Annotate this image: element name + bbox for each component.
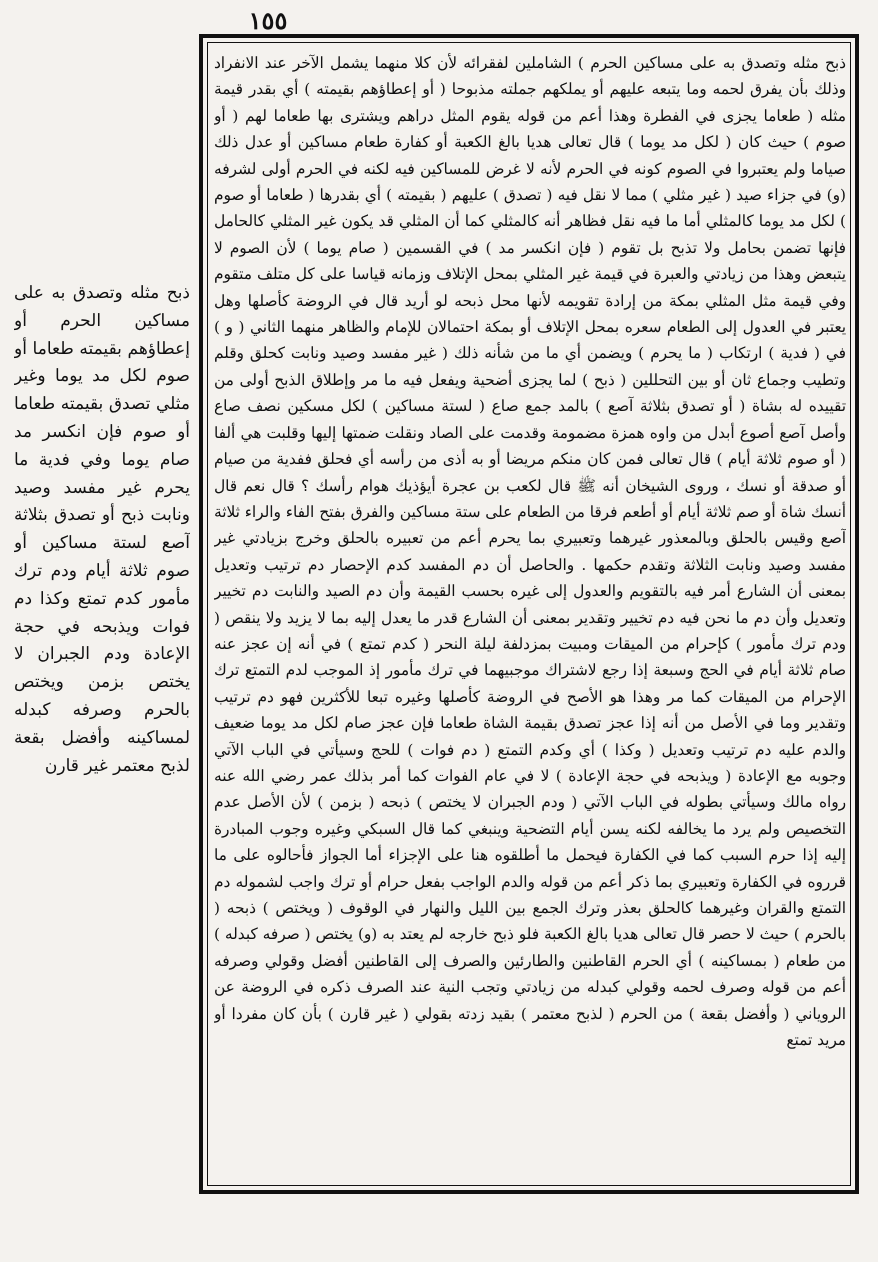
margin-note-text: ذبح مثله وتصدق به على مساكين الحرم أو إعطاؤهم بقيمته طعاما أو صوم لكل مد يوما وغير مثلي تصدق بقيمته طعاما أو صوم فإن انكسر مد صام يوما وفي فدية ما يحرم غير مفسد وصيد ونابت ذبح أو تصدق بثلاثة آصع لستة مساكين أو صوم ثلاثة أيام ودم ترك مأمور كدم تمتع وكذا دم فوات ويذبحه في حجة الإعادة ودم الجبران لا يختص بزمن ويختص بالحرم وصرفه كبدله لمساكينه وأفضل بقعة لذبح معتمر غير قارن [14,283,190,776]
page-number: ١٥٥ [248,6,288,35]
main-commentary-text: ذبح مثله وتصدق به على مساكين الحرم ) الشاملين لفقرائه لأن كلا منهما يشمل الآخر عند الانفراد وذلك بأن يفرق لحمه وما يتبعه عليهم أو يملكهم جملته مذبوحا ( أو إعطاؤهم بقيمته ) أي بقدر قيمة مثله ( طعاما يجزى في الفطرة وهذا أعم من قوله يقوم المثل دراهم ويشترى بها طعاما لهم ( أو صوم ) حيث كان ( لكل مد يوما ) قال تعالى هديا بالغ الكعبة أو كفارة طعام مساكين أو عدل ذلك صياما ولم يعتبروا في الصوم كونه في الحرم لأنه لا غرض للمساكين فيه لكنه في الحرم أولى لشرفه (و) في جزاء صيد ( غير مثلي ) مما لا نقل فيه ( تصدق ) عليهم ( بقيمته ) أي بقدرها ( طعاما أو صوم ) لكل مد يوما كالمثلي أما ما فيه نقل فظاهر أنه كالمثلي كما أن المثلي قد يكون غير المثلي كالحامل فإنها تضمن بحامل ولا تذبح بل تقوم ( فإن انكسر مد ) في القسمين ( صام يوما ) لأن الصوم لا يتبعض وهذا من زيادتي والعبرة في قيمة غير المثلي بمحل الإتلاف وزمانه قياسا على كل متلف متقوم وفي قيمة مثل المثلي بمكة من إرادة تقويمه لأنها محل ذبحه لو أريد قال في الروضة كأصلها وهل يعتبر في العدول إلى الطعام سعره بمحل الإتلاف أو بمكة احتمالان للإمام والظاهر منهما الثاني ( و ) في ( فدية ) ارتكاب ( ما يحرم ) ويضمن أي ما من شأنه ذلك ( غير مفسد وصيد ونابت كحلق وقلم وتطيب وجماع ثان أو بين التحللين ( ذبح ) لما يجزى أضحية ويفعل فيه ما مر وإطلاق الذبح أولى من تقييده له بشاة ( أو تصدق بثلاثة آصع ) بالمد جمع صاع ( لستة مساكين ) لكل مسكين نصف صاع وأصل آصع أصوع أبدل من واوه همزة مضمومة وقدمت على الصاد ونقلت ضمتها إليها وقلبت هي ألفا ( أو صوم ثلاثة أيام ) قال تعالى فمن كان منكم مريضا أو به أذى من رأسه أي فحلق ففدية من صيام أو صدقة أو نسك ، وروى الشيخان أنه ﷺ قال لكعب بن عجرة أيؤذيك هوام رأسك ؟ قال نعم قال أنسك شاة أو صم ثلاثة أيام أو أطعم فرقا من الطعام على ستة مساكين والفرق بفتح الفاء والراء ثلاثة آصع وقيس بالحلق وبالمعذور غيرهما وتعبيري بما يحرم أعم من تعبيره بالحلق وخرج بزيادتي غير مفسد وصيد ونابت الثلاثة وتقدم حكمها . والحاصل أن دم المفسد كدم الإحصار دم ترتيب وتعديل بمعنى أن الشارع أمر فيه بالتقويم والعدول إلى غيره بحسب القيمة وأن دم الصيد والنابت دم تخيير وتعديل وأن دم ما نحن فيه دم تخيير وتقدير بمعنى أن الشارع قدر ما يعدل إليه بما لا يزيد ولا ينقص ( ودم ترك مأمور ) كإحرام من الميقات ومبيت بمزدلفة ليلة النحر ( كدم تمتع ) في أنه إن عجز عنه صام ثلاثة أيام في الحج وسبعة إذا رجع لاشتراك موجبيهما في ترك مأمور إذ الموجب لدم التمتع ترك الإحرام من الميقات كما مر وهذا هو الأصح في الروضة كأصلها وغيره تبعا للأكثرين فهو دم ترتيب وتقدير وما في الأصل من أنه إذا عجز تصدق بقيمة الشاة طعاما فإن عجز صام لكل مد يوما ضعيف والدم عليه دم ترتيب وتعديل ( وكذا ) أي وكدم التمتع ( دم فوات ) للحج وسيأتي في الباب الآتي وجوبه مع الإعادة ( ويذبحه في حجة الإعادة ) لا في عام الفوات كما أمر بذلك عمر رضي الله عنه رواه مالك وسيأتي بطوله في الباب الآتي ( ودم الجبران لا يختص ) ذبحه ( بزمن ) لأن الأصل عدم التخصيص ولم يرد ما يخالفه لكنه يسن أيام التضحية وينبغي كما قال السبكي وغيره وجوب المبادرة إليه إذا حرم السبب كما في الكفارة فيحمل ما أطلقوه هنا على الإجزاء أما الجواز فأحالوه على ما قرروه في الكفارة وتعبيري بما ذكر أعم من قوله والدم الواجب بفعل حرام أو ترك واجب لشموله دم التمتع والقران وغيرهما كالحلق بعذر وترك الجمع بين الليل والنهار في الوقوف ( ويختص ) ذبحه ( بالحرم ) حيث لا حصر قال تعالى هديا بالغ الكعبة فلو ذبح خارجه لم يعتد به (و) يختص ( صرفه كبدله ) من طعام ( بمساكينه ) أي الحرم القاطنين والطارئين والصرف إلى القاطنين أفضل وقولي وصرفه أعم من قوله وصرف لحمه وقولي كبدله من زيادتي وتجب النية عند الصرف ذكره في الروضة عن الروياني ( وأفضل بقعة ) من الحرم ( لذبح معتمر ) بقيد زدته بقولي ( غير قارن ) بأن كان مفردا أو مريد تمتع [214,54,846,1050]
